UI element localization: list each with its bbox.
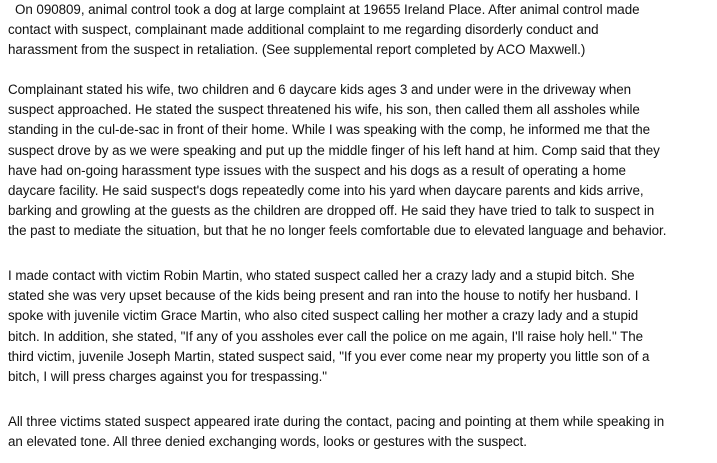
text-line: stated she was very upset because of the kids being present and ran into the house to notify her husband. I: [8, 288, 639, 304]
text-line: I made contact with victim Robin Martin, who stated suspect called her a crazy lady and a stupid bitch. She: [8, 268, 635, 283]
text-line: the past to mediate the situation, but that he no longer feels comfortable due to elevated language and behavior.: [8, 223, 667, 239]
text-line: barking and growling at the guests as the children are dropped off. He said they have tried to talk to suspect in: [8, 203, 655, 219]
text-line: All three victims stated suspect appeared irate during the contact, pacing and pointing at them while speaking in: [8, 414, 665, 429]
text-line: standing in the cul-de-sac in front of their home. While I was speaking with the comp, he informed me that the: [8, 122, 651, 138]
text-line: contact with suspect, complainant made additional complaint to me regarding disorderly conduct and: [8, 22, 599, 38]
text-line: harassment from the suspect in retaliation. (See supplemental report completed by ACO Maxwell.): [8, 42, 586, 58]
paragraph-complainant-statement: [8, 80, 666, 242]
paragraph-summary: [8, 412, 664, 452]
text-line: daycare facility. He said suspect's dogs repeatedly come into his yard when daycare parents and kids arrive,: [8, 183, 644, 199]
text-line: bitch, I will press charges against you for trespassing.": [8, 369, 327, 385]
paragraph-animal-control-complaint: [8, 0, 640, 61]
text-line: spoke with juvenile victim Grace Martin, who also cited suspect calling her mother a crazy lady and a stupid: [8, 308, 639, 324]
text-line: bitch. In addition, she stated, "If any of you assholes ever call the police on me again, I'll raise holy hell." The: [8, 328, 643, 344]
text-line: have had on-going harassment type issues with the suspect and his dogs as a result of operating a home: [8, 162, 626, 178]
text-line: suspect approached. He stated the suspect threatened his wife, his son, then called them all assholes while: [8, 102, 640, 118]
text-line: third victim, juvenile Joseph Martin, stated suspect said, "If you ever come near my property you little son of a: [8, 348, 650, 364]
text-line: Complainant stated his wife, two children and 6 daycare kids ages 3 and under were in the driveway when: [8, 82, 632, 97]
text-line: an elevated tone. All three denied exchanging words, looks or gestures with the suspect.: [8, 434, 527, 450]
text-line: On 090809, animal control took a dog at large complaint at 19655 Ireland Place. After animal control made: [15, 2, 640, 17]
paragraph-victim-statements: [8, 266, 649, 387]
text-line: suspect drove by as we were speaking and put up the middle finger of his left hand at him. Comp said that they: [8, 142, 660, 158]
